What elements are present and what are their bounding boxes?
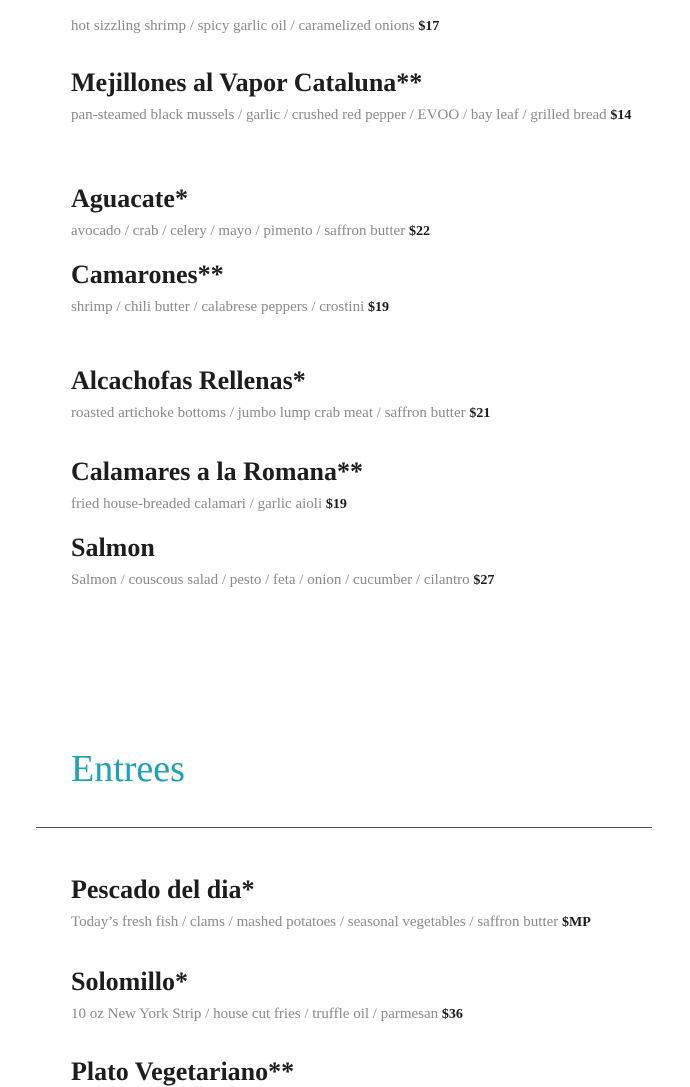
item-name: Solomillo* — [71, 967, 189, 996]
item-description-line — [71, 910, 651, 935]
item-description: Salmon / couscous salad / pesto / feta / onion / cucumber / cilantro — [71, 572, 470, 588]
item-description-line — [71, 492, 651, 517]
item-name: Aguacate* — [71, 184, 188, 213]
section-divider — [36, 827, 652, 828]
menu-item — [71, 184, 651, 244]
item-name: Camarones** — [71, 260, 224, 289]
menu-item — [71, 366, 651, 426]
item-description-line — [71, 568, 651, 593]
item-price: $22 — [408, 224, 430, 239]
item-price: $MP — [562, 915, 591, 930]
item-description-line — [71, 1002, 651, 1027]
item-description: shrimp / chili butter / calabrese peppers / crostini — [71, 299, 365, 315]
item-price: $19 — [325, 497, 347, 512]
item-description: Today’s fresh fish / clams / mashed potatoes / seasonal vegetables / saffron butter — [71, 914, 559, 930]
item-name: Mejillones al Vapor Cataluna** — [71, 68, 423, 97]
item-description-line — [71, 103, 651, 128]
item-price: $19 — [368, 300, 389, 315]
item-description-line — [71, 401, 651, 426]
item-price: $21 — [469, 406, 491, 421]
item-description: roasted artichoke bottoms / jumbo lump crab meat / saffron butter — [71, 405, 466, 421]
section-title-entrees: Entrees — [71, 748, 185, 790]
item-price: $14 — [610, 108, 632, 123]
item-description-line — [71, 295, 651, 320]
menu-item — [71, 457, 651, 517]
item-description: pan-steamed black mussels / garlic / crushed red pepper / EVOO / bay leaf / grilled bread — [71, 107, 607, 123]
item-description: 10 oz New York Strip / house cut fries / truffle oil / parmesan — [71, 1006, 439, 1022]
menu-item — [71, 260, 651, 320]
item-price: $17 — [418, 19, 440, 34]
item-name: Alcachofas Rellenas* — [71, 366, 306, 395]
item-name: Salmon — [71, 533, 155, 562]
item-description: avocado / crab / celery / mayo / pimento / saffron butter — [71, 223, 406, 239]
menu-item — [71, 68, 651, 128]
item-name: Calamares a la Romana** — [71, 457, 364, 486]
item-price: $36 — [441, 1007, 463, 1022]
item-name: Pescado del dia* — [71, 875, 255, 904]
item-description: hot sizzling shrimp / spicy garlic oil / caramelized onions — [71, 18, 415, 34]
item-description-line — [71, 219, 651, 244]
menu-item — [71, 533, 651, 593]
menu-item-partial-description — [71, 14, 651, 39]
menu-item — [71, 1057, 651, 1087]
item-price: $27 — [473, 573, 495, 588]
menu-item — [71, 875, 651, 935]
item-name: Plato Vegetariano** — [71, 1057, 295, 1086]
item-description: fried house-breaded calamari / garlic aioli — [71, 496, 323, 512]
menu-item — [71, 967, 651, 1027]
